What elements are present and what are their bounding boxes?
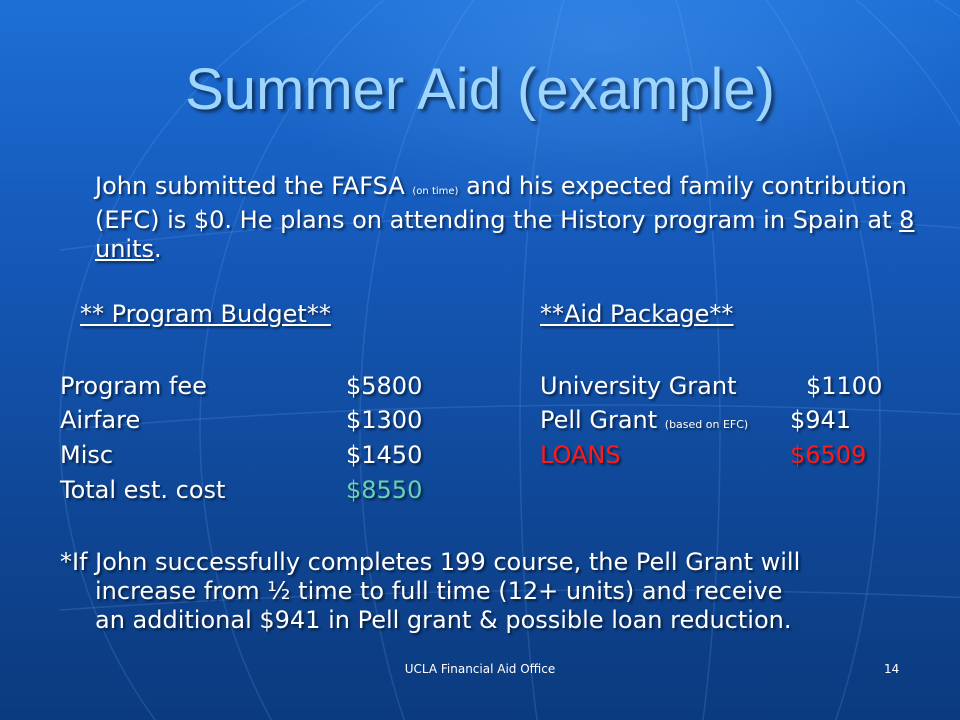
aid-label-university-grant: University Grant bbox=[540, 372, 737, 400]
footnote-line-3: an additional $941 in Pell grant & possible loan reduction. bbox=[95, 606, 792, 634]
pell-grant-footnote bbox=[60, 548, 930, 635]
budget-value-total: $8550 bbox=[346, 476, 423, 504]
aid-label-loans: LOANS bbox=[540, 441, 621, 469]
program-budget-header: ** Program Budget** bbox=[80, 300, 331, 328]
budget-label-misc: Misc bbox=[60, 441, 114, 469]
intro-end: . bbox=[154, 235, 162, 263]
intro-text-part1: John submitted the FAFSA bbox=[95, 172, 413, 200]
pell-grant-label: Pell Grant bbox=[540, 406, 658, 434]
aid-label-pell-grant bbox=[540, 406, 748, 434]
slide-page-number: 14 bbox=[884, 662, 900, 676]
footnote-line-2: increase from ½ time to full time (12+ units) and receive bbox=[95, 577, 783, 605]
pell-grant-note: (based on EFC) bbox=[664, 418, 749, 431]
aid-package-header: **Aid Package** bbox=[540, 300, 734, 328]
budget-value-airfare: $1300 bbox=[346, 406, 423, 434]
aid-value-university-grant: $1100 bbox=[806, 372, 883, 400]
aid-value-loans: $6509 bbox=[790, 441, 867, 469]
budget-value-misc: $1450 bbox=[346, 441, 423, 469]
intro-units: 8 units bbox=[95, 206, 915, 263]
intro-paragraph bbox=[95, 172, 915, 264]
budget-value-program-fee: $5800 bbox=[346, 372, 423, 400]
slide-title: Summer Aid (example) bbox=[185, 57, 775, 122]
slide-footer: UCLA Financial Aid Office bbox=[404, 662, 556, 676]
intro-on-time-note: (on time) bbox=[412, 186, 459, 197]
budget-label-program-fee: Program fee bbox=[60, 372, 207, 400]
aid-value-pell-grant: $941 bbox=[790, 406, 852, 434]
budget-label-total: Total est. cost bbox=[60, 476, 226, 504]
footnote-line-1: *If John successfully completes 199 course, the Pell Grant will bbox=[60, 548, 801, 576]
intro-text-part2: and his expected family contribution (EFC) is $0. He plans on attending the History program in Spain at bbox=[95, 172, 907, 234]
budget-label-airfare: Airfare bbox=[60, 406, 141, 434]
